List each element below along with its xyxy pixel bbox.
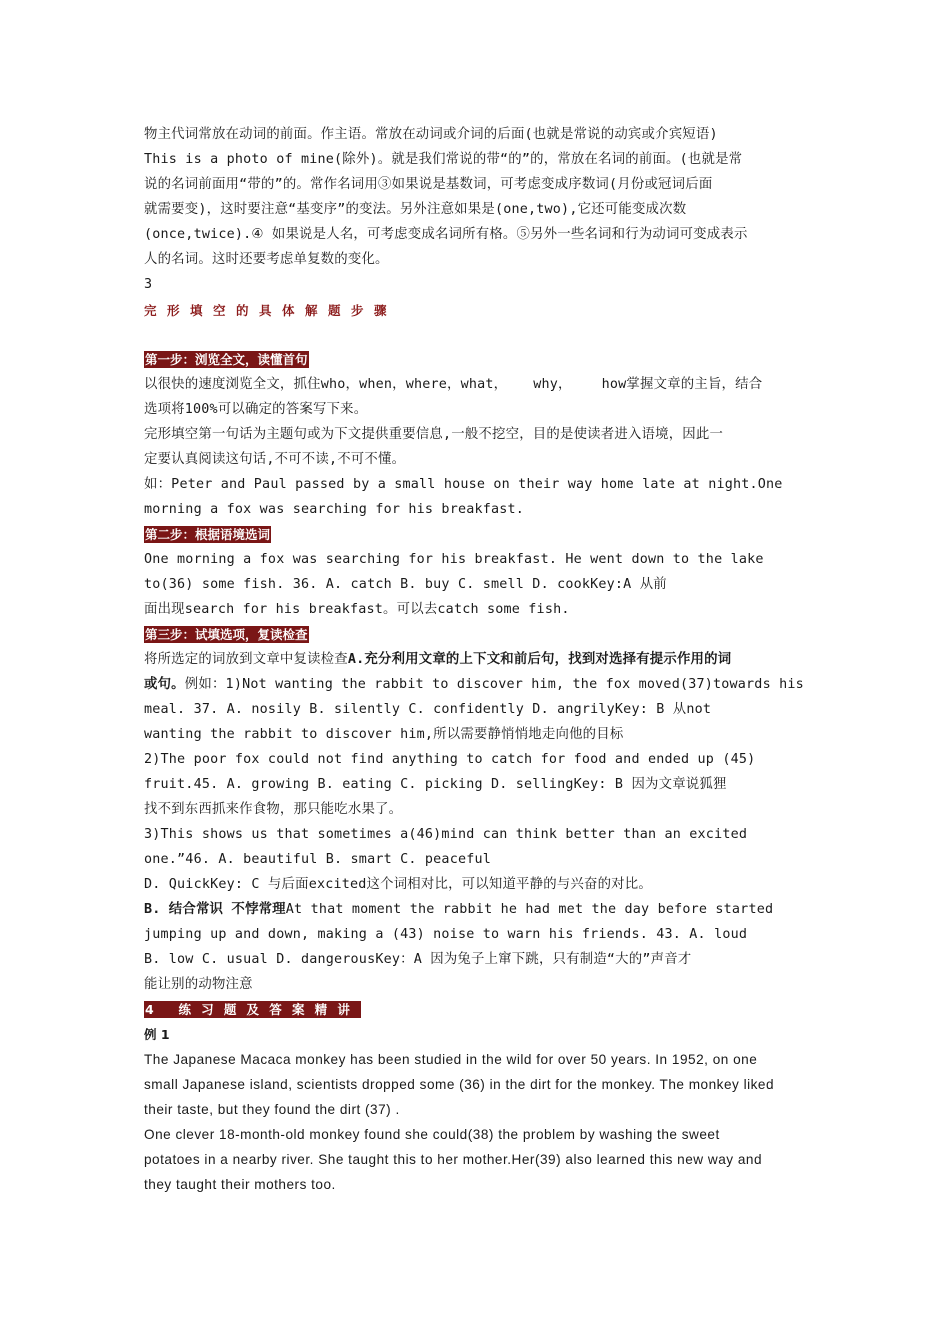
text-line: morning a fox was searching for his breakfast. bbox=[144, 502, 525, 517]
text-line: D. QuickKey: C 与后面excited这个词相对比，可以知道平静的与兴奋的对比。 bbox=[144, 877, 652, 892]
step-heading bbox=[144, 526, 271, 544]
passage-line: The Japanese Macaca monkey has been studied in the wild for over 50 years. In 1952, on one bbox=[144, 1052, 758, 1067]
step-heading bbox=[144, 626, 309, 644]
text-span: 将所选定的词放到文章中复读检查 bbox=[144, 652, 348, 667]
text-span: why， bbox=[533, 377, 572, 392]
text-line: 能让别的动物注意 bbox=[144, 977, 253, 992]
text-span: 例如：1)Not wanting the rabbit to discover him, the fox moved(37)towards his bbox=[184, 677, 804, 692]
bold-text: 或句。 bbox=[144, 677, 185, 692]
text-line: (once,twice).④ 如果说是人名，可考虑变成名词所有格。⑤另外一些名词和行为动词可变成表示 bbox=[144, 227, 748, 242]
passage-line: small Japanese island, scientists dropped some (36) in the dirt for the monkey. The monkey liked bbox=[144, 1077, 775, 1092]
text-line: 物主代词常放在动词的前面。作主语。常放在动词或介词的后面(也就是常说的动宾或介宾短语) bbox=[144, 127, 718, 142]
text-line: This is a photo of mine(除外)。就是我们常说的带“的”的，常放在名词的前面。(也就是常 bbox=[144, 152, 743, 167]
section-heading bbox=[144, 1001, 361, 1019]
bold-text: B. 结合常识 不悖常理 bbox=[144, 902, 286, 917]
text-line: fruit.45. A. growing B. eating C. picking D. sellingKey: B 因为文章说狐狸 bbox=[144, 777, 727, 792]
text-line: one.”46. A. beautiful B. smart C. peaceful bbox=[144, 852, 491, 867]
text-line: 如：Peter and Paul passed by a small house on their way home late at night.One bbox=[144, 477, 783, 492]
text-line: meal. 37. A. nosily B. silently C. confidently D. angrilyKey: B 从not bbox=[144, 702, 712, 717]
text-line: 3 bbox=[144, 277, 153, 292]
text-span: 以很快的速度浏览全文，抓住 bbox=[144, 377, 321, 392]
passage-line: One clever 18-month-old monkey found she could(38) the problem by washing the sweet bbox=[144, 1127, 720, 1142]
text-span: At that moment the rabbit he had met the day before started bbox=[285, 902, 774, 917]
section-title: 完形填空的具体解题步骤 bbox=[144, 303, 398, 318]
text-span: who，when，where，what， bbox=[320, 377, 508, 392]
text-line: to(36) some fish. 36. A. catch B. buy C. smell D. cookKey:A 从前 bbox=[144, 577, 667, 592]
text-line: 面出现search for his breakfast。可以去catch some fish. bbox=[144, 602, 570, 617]
passage-line: they taught their mothers too. bbox=[144, 1177, 336, 1192]
passage-line: their taste, but they found the dirt (37) . bbox=[144, 1102, 400, 1117]
text-line: One morning a fox was searching for his breakfast. He went down to the lake bbox=[144, 552, 764, 567]
step-heading bbox=[144, 351, 309, 369]
text-line: wanting the rabbit to discover him,所以需要静悄悄地走向他的目标 bbox=[144, 727, 624, 742]
text-line: 找不到东西抓来作食物，那只能吃水果了。 bbox=[144, 802, 403, 817]
text-line: 人的名词。这时还要考虑单复数的变化。 bbox=[144, 252, 389, 267]
text-line: jumping up and down, making a (43) noise to warn his friends. 43. A. loud bbox=[144, 927, 748, 942]
text-line bbox=[144, 901, 773, 919]
text-line: 就需要变)，这时要注意“基变序”的变法。另外注意如果是(one,two),它还可能变成次数 bbox=[144, 202, 687, 217]
section-4-heading: 4 练习题及答案精讲 bbox=[145, 1002, 361, 1017]
bold-text: A.充分利用文章的上下文和前后句，找到对选择有提示作用的词 bbox=[347, 652, 732, 667]
step-3-heading: 第三步：试填选项，复读检查 bbox=[145, 627, 308, 642]
step-1-heading: 第一步：浏览全文，读懂首句 bbox=[145, 352, 308, 367]
passage-line: potatoes in a nearby river. She taught this to her mother.Her(39) also learned this new way and bbox=[144, 1152, 763, 1167]
text-line bbox=[144, 376, 762, 394]
text-line bbox=[144, 676, 804, 694]
text-line: 完形填空第一句话为主题句或为下文提供重要信息,一般不挖空，目的是使读者进入语境，因此一 bbox=[144, 427, 724, 442]
step-2-heading: 第二步：根据语境选词 bbox=[145, 527, 271, 542]
text-line bbox=[144, 651, 731, 669]
text-line: B. low C. usual D. dangerousKey：A 因为兔子上窜下跳，只有制造“大的”声音才 bbox=[144, 952, 692, 967]
example-label: 例 1 bbox=[144, 1027, 170, 1042]
text-line: 2)The poor fox could not find anything to catch for food and ended up (45) bbox=[144, 752, 756, 767]
text-line: 选项将100%可以确定的答案写下来。 bbox=[144, 402, 368, 417]
text-line: 定要认真阅读这句话,不可不读,不可不懂。 bbox=[144, 452, 406, 467]
text-span: how掌握文章的主旨，结合 bbox=[601, 377, 763, 392]
text-line: 说的名词前面用“带的”的。常作名词用③如果说是基数词，可考虑变成序数词(月份或冠词后面 bbox=[144, 177, 713, 192]
text-line: 3)This shows us that sometimes a(46)mind can think better than an excited bbox=[144, 827, 748, 842]
